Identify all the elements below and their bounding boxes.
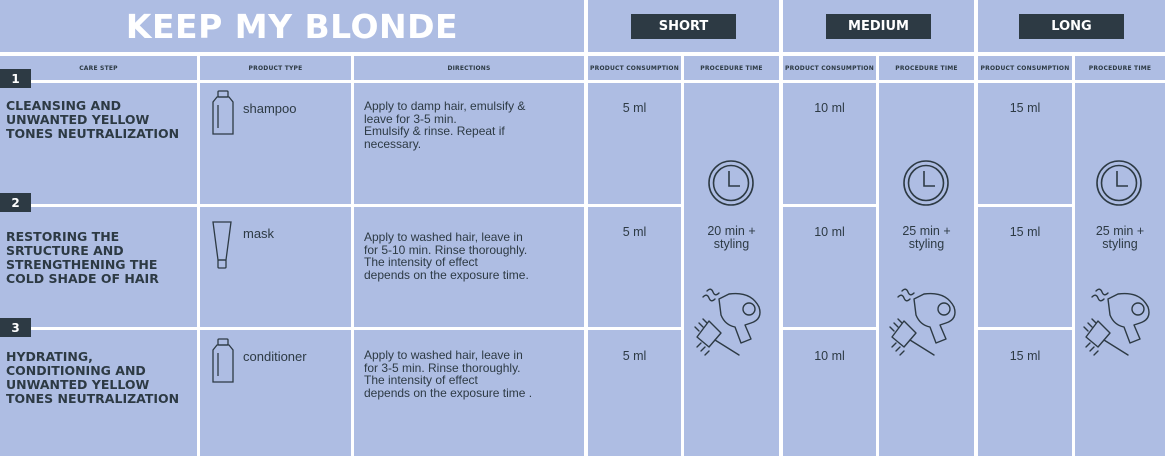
colhead-consumption-short: PRODUCT CONSUMPTION	[588, 56, 681, 80]
step-number-1: 1	[0, 69, 31, 88]
bottle-icon	[211, 338, 235, 384]
step-number-3: 3	[0, 318, 31, 337]
clock-icon	[1095, 159, 1143, 207]
product-type-2: mask	[243, 226, 275, 241]
medium-label: MEDIUM	[826, 14, 931, 39]
tube-icon	[212, 220, 232, 272]
medium-amount-3: 10 ml	[814, 349, 845, 363]
clock-icon	[707, 159, 755, 207]
colhead-care-step: CARE STEP	[0, 56, 197, 80]
product-type-1: shampoo	[243, 101, 297, 116]
long-header	[978, 0, 1165, 52]
short-amount-2: 5 ml	[622, 225, 647, 239]
long-procedure-time: 25 min + styling	[1095, 224, 1145, 251]
short-header	[588, 0, 779, 52]
hair-dryer-brush-icon	[888, 285, 960, 361]
product-type-3: conditioner	[243, 349, 307, 364]
directions-3: Apply to washed hair, leave in for 3-5 min. Rinse thoroughly. The intensity of effect depends on the exposure time .	[364, 348, 533, 400]
colhead-consumption-long: PRODUCT CONSUMPTION	[978, 56, 1072, 80]
page-title-cell	[0, 0, 584, 52]
step-title-2: RESTORING THE SRTUCTURE AND STRENGTHENING THE COLD SHADE OF HAIR	[6, 229, 159, 286]
medium-amount-2: 10 ml	[814, 225, 845, 239]
short-time-cell	[684, 83, 779, 456]
colhead-time-short: PROCEDURE TIME	[684, 56, 779, 80]
colhead-consumption-medium: PRODUCT CONSUMPTION	[783, 56, 876, 80]
short-amount-1: 5 ml	[622, 101, 647, 115]
long-amount-1: 15 ml	[1009, 101, 1041, 115]
directions-2: Apply to washed hair, leave in for 5-10 min. Rinse thoroughly. The intensity of effect depends on the exposure time.	[364, 230, 529, 282]
hair-dryer-brush-icon	[693, 285, 765, 361]
colhead-product-type: PRODUCT TYPE	[200, 56, 351, 80]
colhead-directions: DIRECTIONS	[354, 56, 584, 80]
long-label: LONG	[1019, 14, 1124, 39]
medium-time-cell	[879, 83, 974, 456]
step-title-1: CLEANSING AND UNWANTED YELLOW TONES NEUTRALIZATION	[6, 98, 180, 141]
bottle-icon	[211, 90, 235, 136]
long-time-cell	[1075, 83, 1165, 456]
colhead-time-medium: PROCEDURE TIME	[879, 56, 974, 80]
long-amount-3: 15 ml	[1009, 349, 1041, 363]
long-amount-2: 15 ml	[1009, 225, 1041, 239]
medium-amount-1: 10 ml	[814, 101, 845, 115]
medium-procedure-time: 25 min + styling	[902, 224, 951, 251]
short-amount-3: 5 ml	[622, 349, 647, 363]
directions-1: Apply to damp hair, emulsify & leave for 3-5 min. Emulsify & rinse. Repeat if necessary.	[364, 99, 526, 151]
short-label: SHORT	[631, 14, 736, 39]
step-title-3: HYDRATING, CONDITIONING AND UNWANTED YELLOW TONES NEUTRALIZATION	[6, 349, 180, 406]
clock-icon	[902, 159, 950, 207]
page-title: KEEP MY BLONDE	[125, 6, 459, 46]
step-number-2: 2	[0, 193, 31, 212]
colhead-time-long: PROCEDURE TIME	[1075, 56, 1165, 80]
hair-dryer-brush-icon	[1082, 285, 1154, 361]
short-procedure-time: 20 min + styling	[707, 224, 756, 251]
medium-header	[783, 0, 974, 52]
